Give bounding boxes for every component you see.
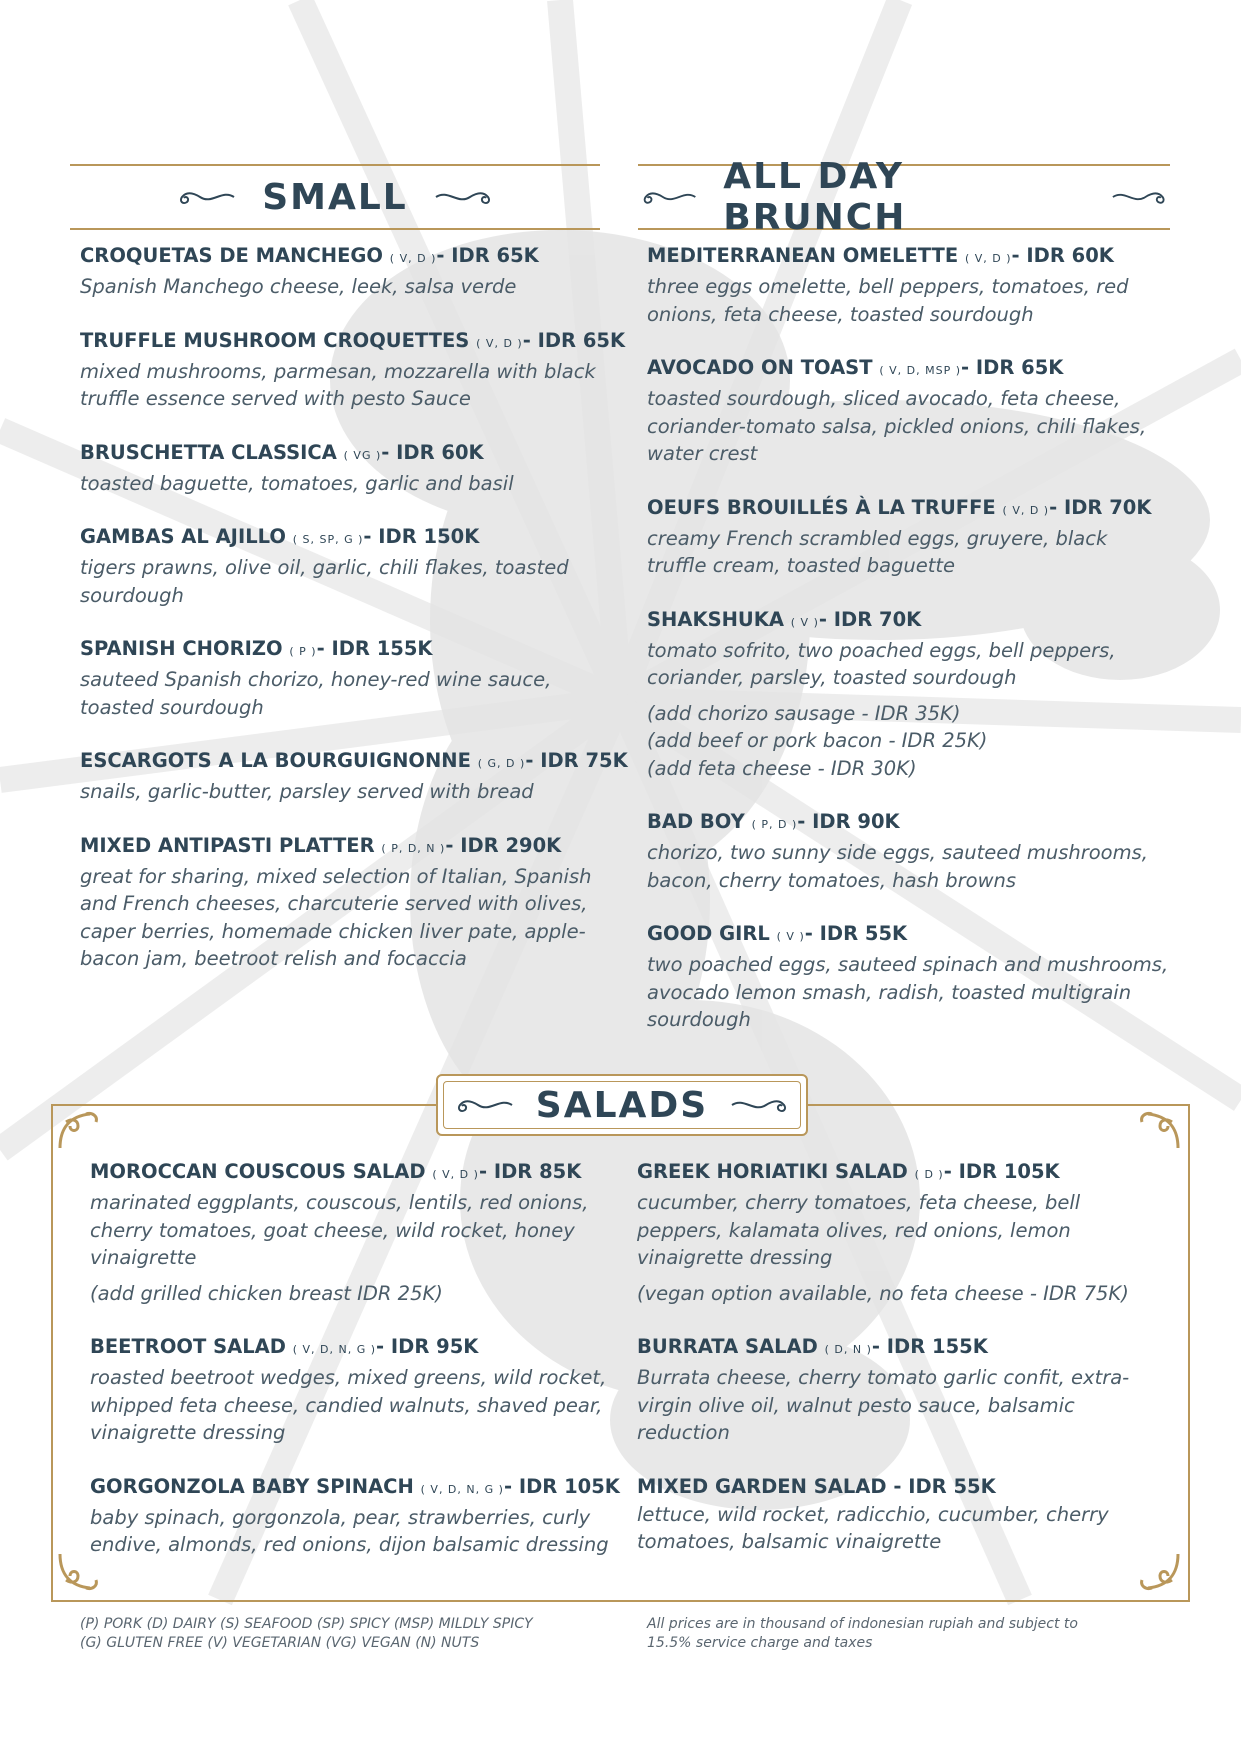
small-section-title: SMALL xyxy=(262,176,408,218)
item-heading: BAD BOY ( P, D )- IDR 90K xyxy=(647,810,900,833)
item-description: lettuce, wild rocket, radicchio, cucumber, cherry tomatoes, balsamic vinaigrette xyxy=(637,1502,1109,1553)
menu-item xyxy=(80,439,600,498)
item-heading: ESCARGOTS A LA BOURGUIGNONNE ( G, D )- IDR 75K xyxy=(80,749,628,772)
legend-line: (G) GLUTEN FREE (V) VEGETARIAN (VG) VEGAN (N) NUTS xyxy=(80,1635,480,1651)
note-line: All prices are in thousand of indonesian rupiah and subject to xyxy=(647,1616,1078,1632)
addon-option: (add grilled chicken breast IDR 25K) xyxy=(90,1281,443,1305)
item-description: toasted baguette, tomatoes, garlic and basil xyxy=(80,471,514,495)
addon-option: (add beef or pork bacon - IDR 25K) xyxy=(647,729,988,752)
item-description: mixed mushrooms, parmesan, mozzarella with black truffle essence served with pesto Sauce xyxy=(80,359,596,410)
brunch-section-header xyxy=(638,156,1170,238)
item-heading: MEDITERRANEAN OMELETTE ( V, D )- IDR 60K xyxy=(647,244,1114,267)
corner-flourish-icon xyxy=(56,1108,102,1154)
item-heading: OEUFS BROUILLÉS À LA TRUFFE ( V, D )- IDR 70K xyxy=(647,495,1152,519)
item-description: tigers prawns, olive oil, garlic, chili flakes, toasted sourdough xyxy=(80,556,569,607)
item-heading: GOOD GIRL ( V )- IDR 55K xyxy=(647,922,908,945)
left-swirl-ornament-icon xyxy=(174,186,236,208)
menu-item xyxy=(647,242,1172,328)
right-swirl-ornament-icon xyxy=(1111,186,1170,208)
item-description: Burrata cheese, cherry tomato garlic confit, extra-virgin olive oil, walnut pesto sauce, balsamic reduction xyxy=(637,1366,1130,1444)
left-swirl-ornament-icon xyxy=(638,186,697,208)
item-heading: CROQUETAS DE MANCHEGO ( V, D )- IDR 65K xyxy=(80,244,539,267)
item-heading: SHAKSHUKA ( V )- IDR 70K xyxy=(647,607,922,631)
brunch-menu-column xyxy=(647,242,1172,1060)
allergen-legend xyxy=(80,1615,533,1653)
item-description: roasted beetroot wedges, mixed greens, wild rocket, whipped feta cheese, candied walnuts, shaved pear, vinaigrette dressing xyxy=(90,1366,607,1444)
legend-line: (P) PORK (D) DAIRY (S) SEAFOOD (SP) SPICY (MSP) MILDLY SPICY xyxy=(80,1616,533,1632)
salads-section-title: SALADS xyxy=(535,1084,709,1126)
item-description: tomato sofrito, two poached eggs, bell peppers, coriander, parsley, toasted sourdough xyxy=(647,638,1116,689)
menu-item xyxy=(637,1158,1157,1307)
menu-item xyxy=(80,523,600,609)
salads-right-column xyxy=(637,1158,1157,1582)
item-description: toasted sourdough, sliced avocado, feta cheese, coriander-tomato salsa, pickled onions, chili flakes, water crest xyxy=(647,387,1147,465)
addon-option: (vegan option available, no feta cheese - IDR 75K) xyxy=(637,1281,1129,1305)
item-heading: MIXED GARDEN SALAD - IDR 55K xyxy=(637,1474,996,1498)
menu-item xyxy=(647,354,1172,468)
menu-item xyxy=(80,635,600,721)
menu-item xyxy=(647,606,1172,783)
item-description: chorizo, two sunny side eggs, sauteed mushrooms, bacon, cherry tomatoes, hash browns xyxy=(647,841,1148,892)
menu-item xyxy=(647,494,1172,580)
item-heading: GORGONZOLA BABY SPINACH ( V, D, N, G )- IDR 105K xyxy=(90,1474,620,1498)
addon-option: (add feta cheese - IDR 30K) xyxy=(647,756,917,780)
salads-section-header xyxy=(436,1074,808,1136)
menu-item xyxy=(647,920,1172,1034)
item-description: snails, garlic-butter, parsley served with bread xyxy=(80,780,534,803)
item-description: sauteed Spanish chorizo, honey-red wine sauce, toasted sourdough xyxy=(80,668,552,719)
item-heading: BEETROOT SALAD ( V, D, N, G )- IDR 95K xyxy=(90,1335,479,1358)
item-heading: MIXED ANTIPASTI PLATTER ( P, D, N )- IDR 290K xyxy=(80,833,562,857)
item-heading: GAMBAS AL AJILLO ( S, SP, G )- IDR 150K xyxy=(80,525,480,548)
item-description: Spanish Manchego cheese, leek, salsa verde xyxy=(80,275,517,298)
right-swirl-ornament-icon xyxy=(434,186,496,208)
menu-item xyxy=(90,1473,620,1559)
item-heading: MOROCCAN COUSCOUS SALAD ( V, D )- IDR 85K xyxy=(90,1160,582,1183)
item-heading: AVOCADO ON TOAST ( V, D, MSP )- IDR 65K xyxy=(647,356,1064,379)
item-heading: BRUSCHETTA CLASSICA ( VG )- IDR 60K xyxy=(80,440,484,464)
item-description: two poached eggs, sauteed spinach and mushrooms, avocado lemon smash, radish, toasted multigrain sourdough xyxy=(647,953,1169,1031)
item-heading: GREEK HORIATIKI SALAD ( D )- IDR 105K xyxy=(637,1160,1060,1183)
brunch-section-title: ALL DAY BRUNCH xyxy=(723,156,907,238)
item-description: marinated eggplants, couscous, lentils, red onions, cherry tomatoes, goat cheese, wild rocket, honey vinaigrette xyxy=(90,1191,589,1269)
menu-item xyxy=(80,242,600,301)
salads-left-column xyxy=(90,1158,620,1585)
menu-item xyxy=(647,808,1172,894)
menu-item xyxy=(637,1333,1157,1447)
menu-item xyxy=(80,747,628,806)
menu-item xyxy=(80,327,626,413)
menu-item xyxy=(90,1333,610,1447)
pricing-note xyxy=(647,1615,1078,1653)
item-heading: TRUFFLE MUSHROOM CROQUETTES ( V, D )- IDR 65K xyxy=(80,328,626,352)
note-line: 15.5% service charge and taxes xyxy=(647,1635,873,1651)
item-description: baby spinach, gorgonzola, pear, strawberries, curly endive, almonds, red onions, dijon balsamic dressing xyxy=(90,1505,609,1556)
corner-flourish-icon xyxy=(1136,1108,1182,1154)
item-description: creamy French scrambled eggs, gruyere, black truffle cream, toasted baguette xyxy=(647,526,1108,577)
menu-item xyxy=(90,1158,610,1307)
item-heading: BURRATA SALAD ( D, N )- IDR 155K xyxy=(637,1335,988,1358)
small-menu-column xyxy=(80,242,628,999)
item-description: cucumber, cherry tomatoes, feta cheese, bell peppers, kalamata olives, red onions, lemon vinaigrette dressing xyxy=(637,1191,1081,1269)
item-heading: SPANISH CHORIZO ( P )- IDR 155K xyxy=(80,637,433,660)
small-section-header xyxy=(70,164,600,230)
menu-item xyxy=(637,1473,1157,1556)
item-description: three eggs omelette, bell peppers, tomatoes, red onions, feta cheese, toasted sourdough xyxy=(647,275,1129,326)
menu-item xyxy=(80,832,600,973)
addon-option: (add chorizo sausage - IDR 35K) xyxy=(647,701,961,725)
item-description: great for sharing, mixed selection of Italian, Spanish and French cheeses, charcuterie served with olives, caper berries, homemade chicken liver pate, apple-bacon jam, beetroot relish and focaccia xyxy=(80,864,592,970)
